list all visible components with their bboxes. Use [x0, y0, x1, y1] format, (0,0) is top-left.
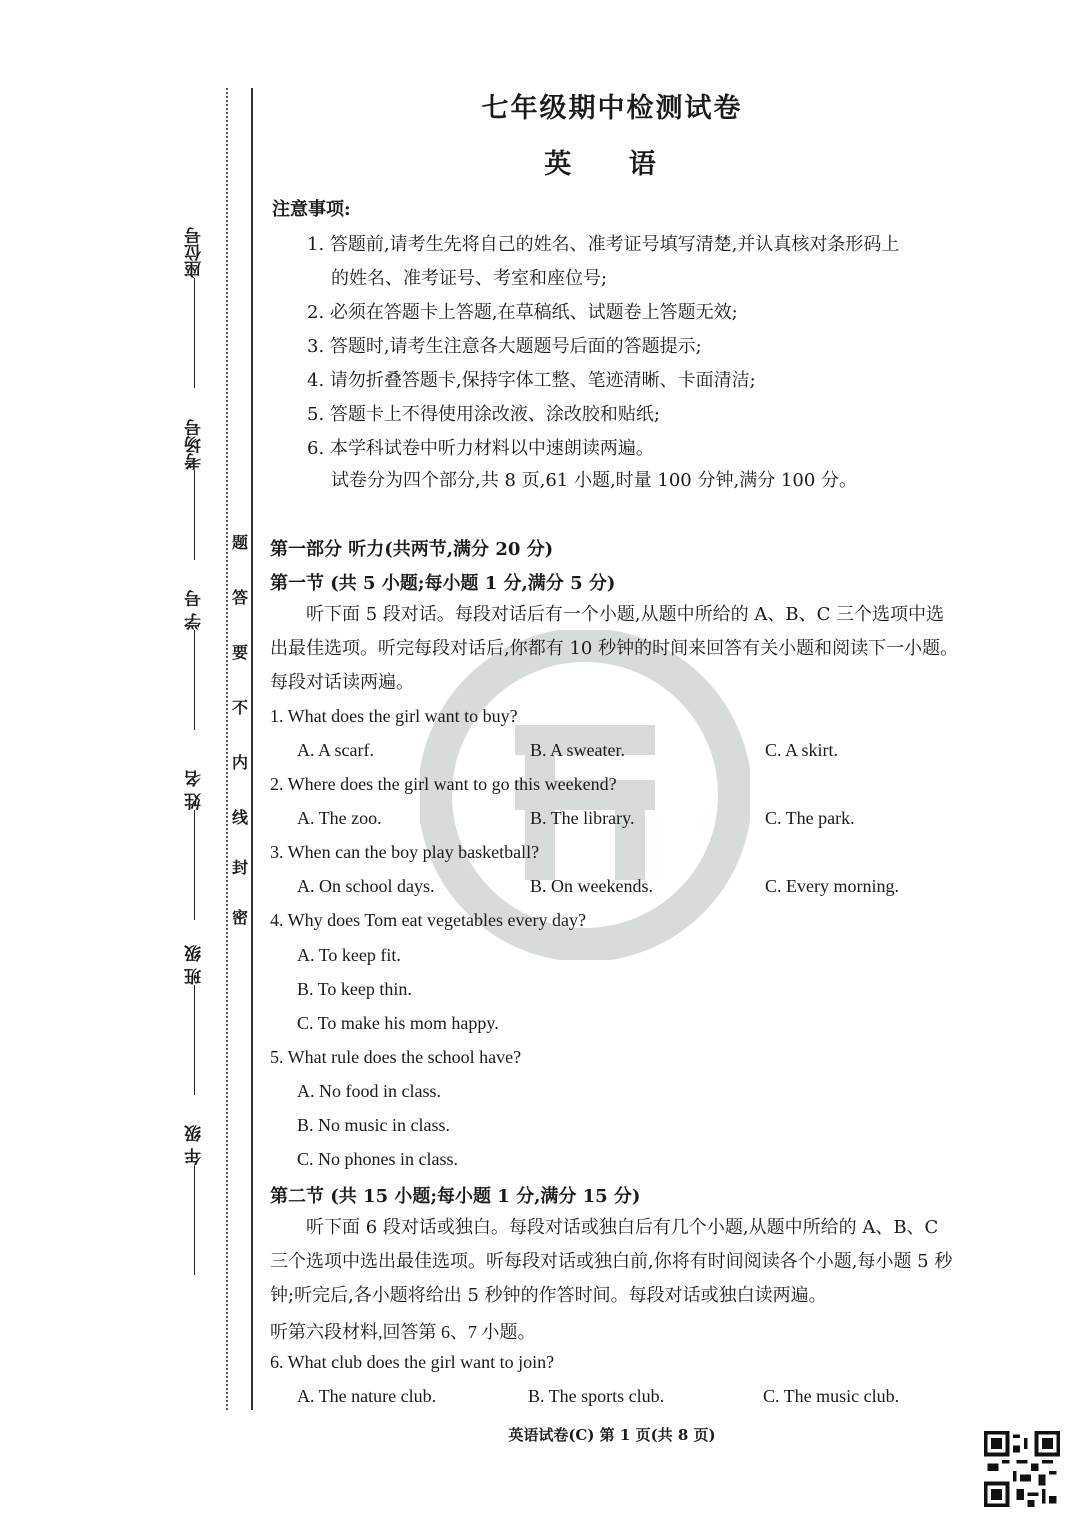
seal-char: 题	[231, 533, 248, 552]
option-5a: A. No food in class.	[297, 1081, 441, 1101]
section2-instructions: 听下面 6 段对话或独白。每段对话或独白后有几个小题,从题中所给的 A、B、C 三个选项中选出最佳选项。听每段对话或独白前,你将有时间阅读各个小题,每小题 5 秒钟;听完后,各小题将给出 5 秒钟的作答时间。每段对话或独白读两遍。	[270, 1217, 953, 1306]
option-3c: C. Every morning.	[765, 876, 899, 896]
seal-char: 不	[231, 698, 248, 717]
question-6: 6. What club does the girl want to join?	[270, 1352, 555, 1372]
option-5b: B. No music in class.	[297, 1115, 450, 1135]
exam-title: 七年级期中检测试卷	[481, 93, 743, 124]
notice-item: 1. 答题前,请考生先将自己的姓名、准考证号填写清楚,并认真核对条形码上	[307, 234, 900, 255]
seat-number-field: 座位号	[182, 208, 222, 388]
option-6c: C. The music club.	[763, 1386, 900, 1406]
notice-list	[307, 228, 967, 466]
notice-item: 3. 答题时,请考生注意各大题题号后面的答题提示;	[307, 336, 702, 357]
option-6a: A. The nature club.	[297, 1386, 437, 1406]
qr-code-icon	[984, 1431, 1060, 1507]
option-1b: B. A sweater.	[530, 740, 625, 760]
question-1: 1. What does the girl want to buy?	[270, 706, 518, 726]
notice-heading: 注意事项:	[272, 199, 351, 220]
material-intro: 听第六段材料,回答第 6、7 小题。	[270, 1322, 536, 1342]
section1-heading: 第一节 (共 5 小题;每小题 1 分,满分 5 分)	[270, 573, 616, 594]
option-4c: C. To make his mom happy.	[297, 1013, 499, 1033]
notice-item: 6. 本学科试卷中听力材料以中速朗读两遍。	[307, 438, 654, 459]
exam-room-field: 考场号	[182, 400, 222, 560]
page-footer: 英语试卷(C) 第 1 页(共 8 页)	[508, 1426, 716, 1444]
option-2b: B. The library.	[530, 808, 635, 828]
option-4a: A. To keep fit.	[297, 945, 401, 965]
option-5c: C. No phones in class.	[297, 1149, 458, 1169]
seal-char: 答	[231, 588, 248, 607]
binding-solid-line	[251, 88, 253, 1410]
question-4: 4. Why does Tom eat vegetables every day?	[270, 910, 586, 930]
option-2a: A. The zoo.	[297, 808, 382, 828]
question-2: 2. Where does the girl want to go this weekend?	[270, 774, 617, 794]
notice-item: 2. 必须在答题卡上答题,在草稿纸、试题卷上答题无效;	[307, 302, 738, 323]
exam-subject: 英 语	[544, 149, 680, 180]
option-3a: A. On school days.	[297, 876, 435, 896]
section1-instructions: 听下面 5 段对话。每段对话后有一个小题,从题中所给的 A、B、C 三个选项中选出最佳选项。听完每段对话后,你都有 10 秒钟的时间来回答有关小题和阅读下一小题。每段对话读两遍。	[270, 604, 959, 693]
student-name-field: 姓 名	[182, 745, 222, 920]
notice-item: 4. 请勿折叠答题卡,保持字体工整、笔迹清晰、卡面清洁;	[307, 370, 756, 391]
seal-char: 线	[231, 808, 248, 827]
question-3: 3. When can the boy play basketball?	[270, 842, 540, 862]
seal-char: 要	[231, 643, 248, 662]
grade-field: 年 级	[182, 1110, 222, 1275]
part1-heading: 第一部分 听力(共两节,满分 20 分)	[270, 539, 554, 560]
option-2c: C. The park.	[765, 808, 855, 828]
seal-char: 封	[231, 858, 248, 877]
section2-heading: 第二节 (共 15 小题;每小题 1 分,满分 15 分)	[270, 1186, 641, 1207]
option-1c: C. A skirt.	[765, 740, 839, 760]
option-1a: A. A scarf.	[297, 740, 374, 760]
option-4b: B. To keep thin.	[297, 979, 412, 999]
seal-char: 密	[231, 908, 248, 927]
seal-char: 内	[231, 753, 248, 772]
binding-dotted-line	[226, 88, 228, 1410]
student-number-field: 学 号	[182, 570, 222, 730]
notice-item: 5. 答题卡上不得使用涂改液、涂改胶和贴纸;	[307, 404, 660, 425]
class-field: 班 级	[182, 930, 222, 1095]
question-5: 5. What rule does the school have?	[270, 1047, 522, 1067]
exam-summary: 试卷分为四个部分,共 8 页,61 小题,时量 100 分钟,满分 100 分。	[331, 470, 858, 491]
notice-item: 的姓名、准考证号、考室和座位号;	[331, 268, 608, 289]
option-3b: B. On weekends.	[530, 876, 653, 896]
option-6b: B. The sports club.	[528, 1386, 665, 1406]
